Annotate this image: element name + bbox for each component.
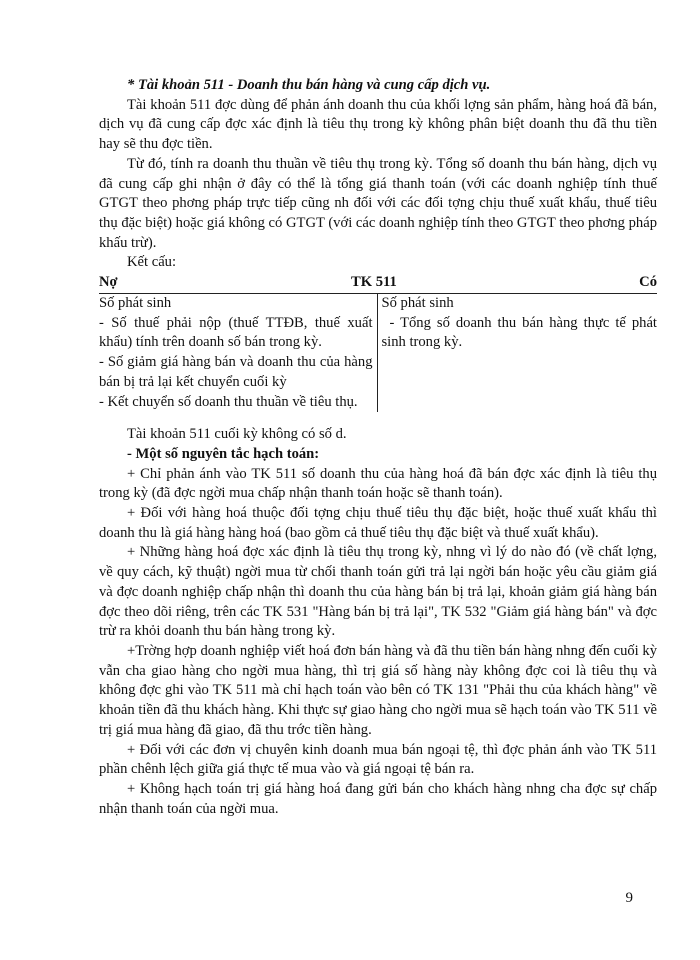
debit-item: - Số giảm giá hàng bán và doanh thu của hàng bán bị trả lại kết chuyển cuối kỳ bbox=[99, 354, 373, 390]
principle-item: + Không hạch toán trị giá hàng hoá đang gửi bán cho khách hàng nhng cha đợc sự chấp nhận thanh toán của ngời mua. bbox=[99, 780, 657, 817]
principle-item: + Đối với hàng hoá thuộc đối tợng chịu thuế tiêu thụ đặc biệt, hoặc thuế xuất khẩu thì doanh thu là giá hàng hàng hoá (bao gồm cả thuế tiêu thụ đặc biệt và thuế xuất khẩu). bbox=[99, 505, 657, 541]
credit-column-title: Số phát sinh bbox=[381, 295, 454, 312]
balance-note: Tài khoản 511 cuối kỳ không có số d. bbox=[127, 426, 347, 443]
principle-item: + Chỉ phản ánh vào TK 511 số doanh thu của hàng hoá đã bán đợc xác định là tiêu thụ trong kỳ (đã đợc ngời mua chấp nhận thanh toán hoặc sẽ thanh toán). bbox=[99, 465, 657, 502]
credit-item: - Tổng số doanh thu bán hàng thực tế phát sinh trong kỳ. bbox=[381, 314, 657, 351]
intro-paragraph-1: Tài khoản 511 đợc dùng để phản ánh doanh thu của khối lợng sản phẩm, hàng hoá đã bán, dịch vụ đã cung cấp đợc xác định là tiêu thụ trong kỳ không phân biệt doanh thu đã thu tiền hay sẽ thu đợc tiền. bbox=[99, 96, 657, 153]
credit-column bbox=[378, 294, 658, 412]
intro-paragraph-2: Từ đó, tính ra doanh thu thuần về tiêu thụ trong kỳ. Tổng số doanh thu bán hàng, dịch vụ đã cung cấp ghi nhận ở đây có thể là tổng giá thanh toán (với các doanh nghiệp tính thuế GTGT theo phơng pháp trực tiếp cũng nh đối với các đối tợng chịu thuế xuất khẩu, thuế tiêu thụ đặc biệt) hoặc giá không có GTGT (với các doanh nghiệp tính theo GTGT theo phơng pháp khấu trừ). bbox=[99, 155, 657, 251]
principle-item: + Những hàng hoá đợc xác định là tiêu thụ trong kỳ, nhng vì lý do nào đó (về chất lợng, về quy cách, kỹ thuật) ngời mua từ chối thanh toán gửi trả lại ngời bán hoặc yêu cầu giảm giá và đợc doanh nghiệp chấp nhận thì doanh thu của hàng bán bị trả lại, khoản giảm giá hàng bán đợc theo dõi riêng, trên các TK 531 "Hàng bán bị trả lại", TK 532 "Giảm giá hàng bán" và đợc trừ ra khỏi doanh thu bán hàng trong kỳ. bbox=[99, 544, 657, 640]
page-number: 9 bbox=[625, 890, 633, 906]
principle-item: +Trờng hợp doanh nghiệp viết hoá đơn bán hàng và đã thu tiền bán hàng nhng đến cuối kỳ vẫn cha giao hàng cho ngời mua hàng, thì trị giá số hàng này không đợc coi là tiêu thụ và không đợc ghi vào TK 511 mà chỉ hạch toán vào bên có TK 131 "Phải thu của khách hàng" về khoản tiền đã thu khách hàng. Khi thực sự giao hàng cho ngời mua sẽ hạch toán vào TK 511 về trị giá mua hàng đã giao, đã thu trớc tiền hàng. bbox=[99, 642, 657, 738]
page-content bbox=[99, 76, 657, 819]
account-label: TK 511 bbox=[351, 274, 397, 291]
debit-column-title: Số phát sinh bbox=[99, 295, 172, 312]
structure-label: Kết cấu: bbox=[127, 254, 177, 271]
principle-item: + Đối với các đơn vị chuyên kinh doanh mua bán ngoại tệ, thì đợc phản ánh vào TK 511 phần chênh lệch giữa giá thực tế mua vào và giá ngoại tệ bán ra. bbox=[99, 741, 657, 778]
section-heading: * Tài khoản 511 - Doanh thu bán hàng và cung cấp dịch vụ. bbox=[127, 77, 491, 93]
credit-label: Có bbox=[639, 274, 657, 291]
debit-column bbox=[99, 294, 378, 412]
principles-heading: - Một số nguyên tắc hạch toán: bbox=[127, 445, 320, 462]
debit-label: Nợ bbox=[99, 274, 118, 291]
debit-item: - Số thuế phải nộp (thuế TTĐB, thuế xuất khẩu) tính trên doanh số bán trong kỳ. bbox=[99, 314, 373, 351]
debit-item: - Kết chuyển số doanh thu thuần về tiêu thụ. bbox=[99, 393, 358, 410]
t-account-table bbox=[99, 294, 657, 412]
t-account-header bbox=[99, 273, 657, 294]
